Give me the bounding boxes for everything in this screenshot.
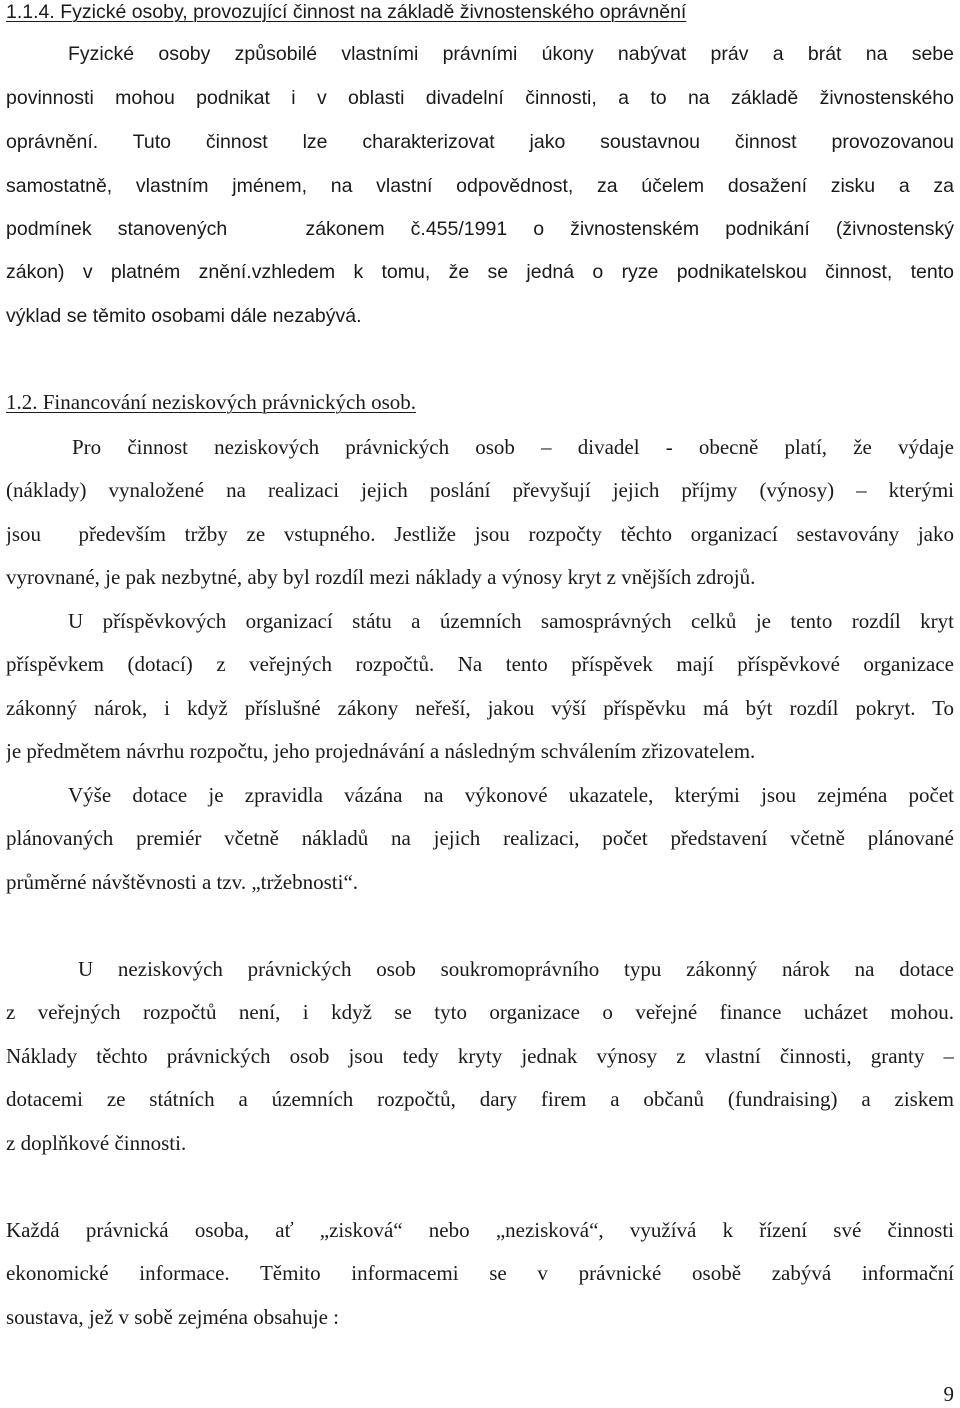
paragraph-line: U příspěvkových organizací státu a územních samosprávných celků je tento rozdíl kryt xyxy=(68,609,954,633)
paragraph-line: ekonomické informace. Těmito informacemi se v právnické osobě zabývá informační xyxy=(6,1261,954,1285)
paragraph-line: jsou především tržby ze vstupného. Jestliže jsou rozpočty těchto organizací sestavovány jako xyxy=(6,522,954,546)
paragraph-line: dotacemi ze státních a územních rozpočtů, dary firem a občanů (fundraising) a ziskem xyxy=(6,1087,954,1111)
paragraph-line: (náklady) vynaložené na realizaci jejich poslání převyšují jejich příjmy (výnosy) – kterými xyxy=(6,478,954,502)
paragraph-line: Výše dotace je zpravidla vázána na výkonové ukazatele, kterými jsou zejména počet xyxy=(68,783,954,807)
paragraph-line: příspěvkem (dotací) z veřejných rozpočtů. Na tento příspěvek mají příspěvkové organizace xyxy=(6,652,954,676)
section-heading-1-2: 1.2. Financování neziskových právnických osob. xyxy=(6,390,416,414)
paragraph-line: soustava, jež v sobě zejména obsahuje : xyxy=(6,1305,339,1329)
paragraph-line: U neziskových právnických osob soukromoprávního typu zákonný nárok na dotace xyxy=(78,957,954,981)
paragraph-line: z veřejných rozpočtů není, i když se tyto organizace o veřejné finance ucházet mohou. xyxy=(6,1000,954,1024)
paragraph-line: průměrné návštěvnosti a tzv. „tržebnosti“. xyxy=(6,870,359,894)
paragraph-line: je předmětem návrhu rozpočtu, jeho projednávání a následným schválením zřizovatelem. xyxy=(6,739,756,763)
paragraph-line: samostatně, vlastním jménem, na vlastní odpovědnost, za účelem dosažení zisku a za xyxy=(6,175,954,197)
paragraph-line: Pro činnost neziskových právnických osob – divadel - obecně platí, že výdaje xyxy=(72,435,954,459)
page-number: 9 xyxy=(943,1382,954,1406)
paragraph-line: vyrovnané, je pak nezbytné, aby byl rozdíl mezi náklady a výnosy kryt z vnějších zdrojů. xyxy=(6,565,756,589)
paragraph-line: povinnosti mohou podnikat i v oblasti divadelní činnosti, a to na základě živnostenského xyxy=(6,87,954,109)
section-heading-1-1-4: 1.1.4. Fyzické osoby, provozující činnost na základě živnostenského oprávnění xyxy=(6,1,687,23)
paragraph-line: zákonný nárok, i když příslušné zákony neřeší, jakou výší příspěvku má být rozdíl pokryt. To xyxy=(6,696,954,720)
paragraph-line: výklad se těmito osobami dále nezabývá. xyxy=(6,305,362,327)
paragraph-line: zákon) v platném znění.vzhledem k tomu, že se jedná o ryze podnikatelskou činnost, tento xyxy=(6,261,954,283)
paragraph-line: podmínek stanovených zákonem č.455/1991 o živnostenském podnikání (živnostenský xyxy=(6,218,954,240)
paragraph-line: Náklady těchto právnických osob jsou tedy kryty jednak výnosy z vlastní činnosti, granty – xyxy=(6,1044,954,1068)
paragraph-line: Fyzické osoby způsobilé vlastními právními úkony nabývat práv a brát na sebe xyxy=(68,43,954,65)
paragraph-line: plánovaných premiér včetně nákladů na jejich realizaci, počet představení včetně plánované xyxy=(6,826,954,850)
paragraph-line: Každá právnická osoba, ať „zisková“ nebo „nezisková“, využívá k řízení své činnosti xyxy=(6,1218,954,1242)
paragraph-line: oprávnění. Tuto činnost lze charakterizovat jako soustavnou činnost provozovanou xyxy=(6,131,954,153)
paragraph-line: z doplňkové činnosti. xyxy=(6,1131,187,1155)
